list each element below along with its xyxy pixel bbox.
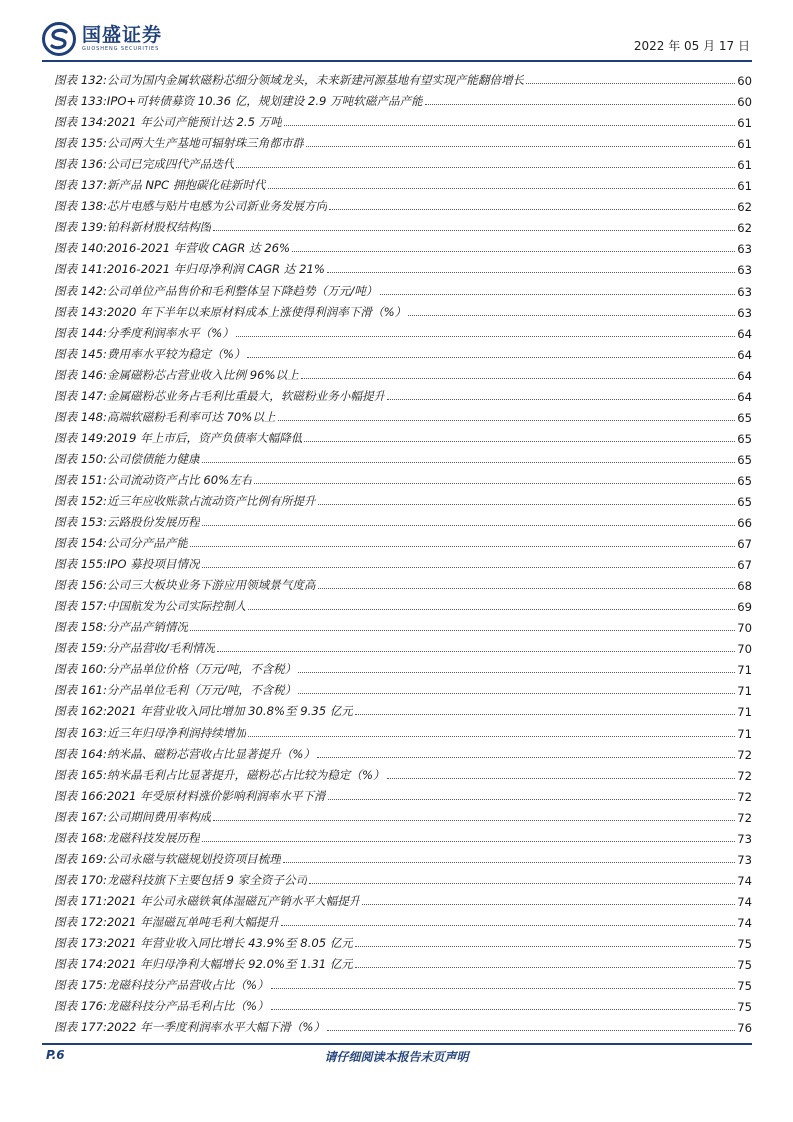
toc-entry-title: 2021 年归母净利大幅增长 92.0%至 1.31 亿元 — [106, 957, 353, 972]
toc-leader-dots — [236, 167, 735, 168]
toc-entry-title: 公司为国内金属软磁粉芯细分领域龙头，未来新建河源基地有望实现产能翻倍增长 — [106, 73, 525, 88]
toc-leader-dots — [327, 272, 735, 273]
toc-leader-dots — [271, 1009, 736, 1010]
toc-leader-dots — [355, 967, 735, 968]
toc-entry-label: 图表 168: — [54, 830, 107, 845]
toc-entry-page: 64 — [737, 326, 752, 341]
figure-index-list — [42, 67, 752, 1035]
toc-entry-title: 金属磁粉芯占营业收入比例 96%以上 — [106, 367, 299, 382]
toc-entry-page: 67 — [737, 537, 752, 552]
toc-leader-dots — [202, 567, 736, 568]
toc-entry-page: 75 — [737, 958, 752, 973]
toc-entry-page: 74 — [737, 894, 752, 909]
toc-entry[interactable] — [42, 509, 752, 530]
logo-chinese-name: 国盛证券 — [82, 24, 163, 46]
toc-entry[interactable] — [42, 67, 752, 88]
toc-leader-dots — [318, 504, 736, 505]
toc-entry-title: 2021 年受原材料涨价影响利润率水平下滑 — [106, 788, 326, 803]
toc-leader-dots — [247, 357, 735, 358]
report-date: 2022 年 05 月 17 日 — [633, 39, 750, 53]
toc-entry-label: 图表 149: — [54, 430, 107, 445]
toc-entry-title: 公司期间费用率构成 — [106, 809, 212, 824]
toc-entry-page: 71 — [737, 663, 752, 678]
toc-entry-page: 61 — [737, 137, 752, 152]
toc-leader-dots — [271, 988, 736, 989]
toc-entry-label: 图表 162: — [54, 704, 107, 719]
toc-leader-dots — [408, 315, 735, 316]
toc-entry[interactable] — [42, 193, 752, 214]
toc-leader-dots — [292, 251, 735, 252]
toc-entry-label: 图表 155: — [54, 557, 107, 572]
toc-entry-label: 图表 165: — [54, 767, 107, 782]
toc-entry-title: 分季度利润率水平（%） — [106, 325, 234, 340]
toc-entry-label: 图表 169: — [54, 851, 107, 866]
toc-entry-label: 图表 141: — [54, 262, 107, 277]
toc-entry[interactable] — [42, 804, 752, 825]
toc-entry-label: 图表 136: — [54, 157, 107, 172]
toc-entry[interactable] — [42, 846, 752, 867]
toc-entry-title: 中国航发为公司实际控制人 — [106, 599, 247, 614]
toc-entry-label: 图表 146: — [54, 367, 107, 382]
toc-entry-label: 图表 156: — [54, 578, 107, 593]
toc-entry-page: 75 — [737, 979, 752, 994]
toc-entry-page: 64 — [737, 368, 752, 383]
toc-entry-title: 公司已完成四代产品迭代 — [106, 157, 235, 172]
toc-entry-label: 图表 135: — [54, 136, 107, 151]
toc-entry-title: 公司流动资产占比 60%左右 — [106, 472, 253, 487]
toc-entry-label: 图表 176: — [54, 999, 107, 1014]
toc-entry-title: 公司永磁与软磁规划投资项目梳理 — [106, 851, 281, 866]
toc-leader-dots — [526, 83, 735, 84]
toc-entry[interactable] — [42, 299, 752, 320]
toc-leader-dots — [217, 651, 735, 652]
toc-leader-dots — [268, 188, 736, 189]
toc-leader-dots — [306, 146, 735, 147]
toc-entry-label: 图表 154: — [54, 536, 107, 551]
toc-entry-title: 分产品单位价格（万元/吨，不含税） — [106, 662, 297, 677]
toc-entry-title: 龙磁科技发展历程 — [106, 830, 200, 845]
toc-leader-dots — [309, 883, 735, 884]
toc-entry-page: 63 — [737, 263, 752, 278]
toc-entry-title: 龙磁科技分产品营收占比（%） — [106, 978, 269, 993]
toc-leader-dots — [327, 1030, 735, 1031]
toc-entry-label: 图表 151: — [54, 472, 107, 487]
toc-leader-dots — [213, 230, 735, 231]
page-number: P.6 — [46, 1048, 65, 1062]
toc-entry[interactable] — [42, 719, 752, 740]
toc-entry-title: 纳米晶毛利占比显著提升，磁粉芯占比较为稳定（%） — [106, 767, 385, 782]
toc-entry-page: 73 — [737, 831, 752, 846]
toc-entry-page: 74 — [737, 915, 752, 930]
toc-entry-page: 61 — [737, 158, 752, 173]
toc-entry-label: 图表 152: — [54, 493, 107, 508]
toc-leader-dots — [380, 294, 736, 295]
toc-entry-title: 2021 年营业收入同比增长 43.9%至 8.05 亿元 — [106, 935, 353, 950]
toc-leader-dots — [355, 946, 735, 947]
toc-entry-page: 65 — [737, 431, 752, 446]
toc-leader-dots — [425, 104, 735, 105]
toc-leader-dots — [355, 714, 735, 715]
toc-entry[interactable] — [42, 614, 752, 635]
toc-entry-label: 图表 164: — [54, 746, 107, 761]
toc-entry-label: 图表 138: — [54, 199, 107, 214]
toc-entry-title: IPO 募投项目情况 — [106, 557, 200, 572]
toc-entry-title: IPO+可转债募资 10.36 亿，规划建设 2.9 万吨软磁产品产能 — [106, 94, 423, 109]
toc-entry[interactable] — [42, 993, 752, 1014]
toc-entry-label: 图表 166: — [54, 788, 107, 803]
toc-entry-page: 71 — [737, 684, 752, 699]
toc-entry-page: 61 — [737, 116, 752, 131]
toc-entry-page: 60 — [737, 74, 752, 89]
toc-entry-title: 龙磁科技旗下主要包括 9 家全资子公司 — [106, 872, 308, 887]
toc-entry-page: 72 — [737, 768, 752, 783]
toc-entry-title: 云路股份发展历程 — [106, 515, 200, 530]
toc-entry[interactable] — [42, 677, 752, 698]
toc-entry-page: 69 — [737, 600, 752, 615]
toc-entry-label: 图表 147: — [54, 388, 107, 403]
toc-entry-title: 2020 年下半年以来原材料成本上涨使得利润率下滑（%） — [106, 304, 407, 319]
toc-leader-dots — [248, 609, 735, 610]
toc-entry[interactable] — [42, 909, 752, 930]
toc-entry-page: 70 — [737, 621, 752, 636]
footer-disclaimer: 请仔细阅读本报告末页声明 — [324, 1050, 469, 1064]
toc-entry-label: 图表 132: — [54, 73, 107, 88]
company-logo — [42, 22, 162, 56]
toc-entry[interactable] — [42, 572, 752, 593]
toc-entry-label: 图表 139: — [54, 220, 107, 235]
toc-entry[interactable] — [42, 256, 752, 277]
toc-leader-dots — [283, 862, 735, 863]
toc-entry[interactable] — [42, 88, 752, 109]
toc-entry-page: 61 — [737, 179, 752, 194]
toc-leader-dots — [298, 672, 735, 673]
toc-entry-title: 2021 年营业收入同比增加 30.8%至 9.35 亿元 — [106, 704, 353, 719]
toc-entry-title: 2022 年一季度利润率水平大幅下滑（%） — [106, 1020, 326, 1035]
header-divider — [42, 60, 752, 62]
toc-entry[interactable] — [42, 551, 752, 572]
toc-entry-title: 2016-2021 年营收 CAGR 达 26% — [106, 241, 291, 256]
toc-entry[interactable] — [42, 783, 752, 804]
toc-leader-dots — [202, 525, 736, 526]
toc-entry-label: 图表 174: — [54, 957, 107, 972]
logo-english-name: GUOSHENG SECURITIES — [82, 46, 160, 52]
toc-entry[interactable] — [42, 383, 752, 404]
toc-entry-title: 费用率水平较为稳定（%） — [106, 346, 246, 361]
toc-entry[interactable] — [42, 446, 752, 467]
toc-entry-title: 公司分产品产能 — [106, 536, 189, 551]
toc-leader-dots — [387, 399, 735, 400]
toc-entry-label: 图表 170: — [54, 872, 107, 887]
toc-entry-label: 图表 133: — [54, 94, 107, 109]
toc-leader-dots — [202, 841, 736, 842]
toc-entry-title: 分产品单位毛利（万元/吨，不含税） — [106, 683, 297, 698]
page-header — [42, 20, 752, 60]
toc-entry-page: 72 — [737, 747, 752, 762]
toc-entry-title: 芯片电感与贴片电感为公司新业务发展方向 — [106, 199, 328, 214]
toc-entry[interactable] — [42, 404, 752, 425]
toc-entry-page: 75 — [737, 936, 752, 951]
toc-entry[interactable] — [42, 235, 752, 256]
toc-entry[interactable] — [42, 151, 752, 172]
toc-entry[interactable] — [42, 762, 752, 783]
toc-leader-dots — [387, 778, 736, 779]
toc-entry-title: 2021 年公司永磁铁氧体湿磁瓦产销水平大幅提升 — [106, 893, 361, 908]
toc-entry-page: 74 — [737, 873, 752, 888]
toc-entry[interactable] — [42, 362, 752, 383]
toc-entry[interactable] — [42, 888, 752, 909]
toc-entry[interactable] — [42, 277, 752, 298]
toc-entry-title: 分产品营收/毛利情况 — [106, 641, 216, 656]
toc-entry-page: 65 — [737, 494, 752, 509]
toc-entry-label: 图表 161: — [54, 683, 107, 698]
toc-entry-label: 图表 177: — [54, 1020, 107, 1035]
toc-entry-label: 图表 145: — [54, 346, 107, 361]
toc-entry-label: 图表 158: — [54, 620, 107, 635]
toc-leader-dots — [298, 693, 735, 694]
toc-entry-label: 图表 172: — [54, 914, 107, 929]
toc-leader-dots — [236, 336, 735, 337]
toc-entry-page: 62 — [737, 200, 752, 215]
toc-entry-title: 2016-2021 年归母净利润 CAGR 达 21% — [106, 262, 325, 277]
toc-leader-dots — [248, 736, 735, 737]
toc-entry-label: 图表 140: — [54, 241, 107, 256]
toc-entry-label: 图表 157: — [54, 599, 107, 614]
toc-leader-dots — [304, 441, 735, 442]
toc-entry[interactable] — [42, 341, 752, 362]
toc-entry-title: 高端软磁粉毛利率可达 70%以上 — [106, 409, 276, 424]
toc-entry[interactable] — [42, 530, 752, 551]
toc-entry-page: 71 — [737, 726, 752, 741]
toc-entry[interactable] — [42, 867, 752, 888]
toc-leader-dots — [329, 209, 735, 210]
toc-entry-page: 68 — [737, 579, 752, 594]
toc-entry-title: 2021 年公司产能预计达 2.5 万吨 — [106, 115, 282, 130]
toc-entry-label: 图表 160: — [54, 662, 107, 677]
toc-entry-title: 2021 年湿磁瓦单吨毛利大幅提升 — [106, 914, 280, 929]
toc-entry-title: 龙磁科技分产品毛利占比（%） — [106, 999, 269, 1014]
toc-leader-dots — [278, 420, 736, 421]
toc-entry[interactable] — [42, 425, 752, 446]
toc-leader-dots — [213, 820, 735, 821]
toc-entry-page: 63 — [737, 242, 752, 257]
toc-entry-page: 60 — [737, 95, 752, 110]
toc-entry-page: 62 — [737, 221, 752, 236]
toc-entry-page: 73 — [737, 852, 752, 867]
toc-entry-label: 图表 153: — [54, 515, 107, 530]
toc-entry-label: 图表 167: — [54, 809, 107, 824]
toc-leader-dots — [190, 630, 735, 631]
toc-entry[interactable] — [42, 972, 752, 993]
toc-entry-title: 2019 年上市后，资产负债率大幅降低 — [106, 430, 303, 445]
toc-entry-page: 70 — [737, 642, 752, 657]
toc-entry[interactable] — [42, 741, 752, 762]
toc-entry-label: 图表 148: — [54, 409, 107, 424]
toc-entry[interactable] — [42, 825, 752, 846]
toc-entry[interactable] — [42, 214, 752, 235]
toc-leader-dots — [317, 757, 735, 758]
toc-entry[interactable] — [42, 109, 752, 130]
toc-entry[interactable] — [42, 930, 752, 951]
toc-entry-page: 72 — [737, 789, 752, 804]
toc-leader-dots — [284, 125, 735, 126]
toc-entry[interactable] — [42, 488, 752, 509]
toc-entry-label: 图表 175: — [54, 978, 107, 993]
toc-entry-page: 67 — [737, 558, 752, 573]
toc-entry[interactable] — [42, 635, 752, 656]
toc-entry-label: 图表 173: — [54, 935, 107, 950]
toc-entry-label: 图表 171: — [54, 893, 107, 908]
toc-entry-page: 65 — [737, 410, 752, 425]
toc-leader-dots — [328, 799, 736, 800]
toc-entry-title: 公司单位产品售价和毛利整体呈下降趋势（万元/吨） — [106, 283, 378, 298]
toc-entry-page: 64 — [737, 347, 752, 362]
toc-leader-dots — [301, 378, 736, 379]
toc-entry[interactable] — [42, 320, 752, 341]
toc-entry-title: 分产品产销情况 — [106, 620, 189, 635]
toc-leader-dots — [281, 925, 735, 926]
toc-entry-label: 图表 144: — [54, 325, 107, 340]
toc-entry-page: 63 — [737, 284, 752, 299]
toc-entry-label: 图表 150: — [54, 451, 107, 466]
toc-entry[interactable] — [42, 593, 752, 614]
toc-entry-label: 图表 163: — [54, 725, 107, 740]
toc-entry-page: 72 — [737, 810, 752, 825]
toc-leader-dots — [202, 462, 736, 463]
toc-leader-dots — [362, 904, 735, 905]
toc-entry[interactable] — [42, 951, 752, 972]
toc-entry[interactable] — [42, 1014, 752, 1035]
toc-entry[interactable] — [42, 172, 752, 193]
toc-entry-page: 63 — [737, 305, 752, 320]
toc-entry-page: 76 — [737, 1021, 752, 1036]
toc-entry[interactable] — [42, 698, 752, 719]
toc-entry[interactable] — [42, 467, 752, 488]
toc-entry[interactable] — [42, 656, 752, 677]
toc-leader-dots — [318, 588, 736, 589]
toc-entry-title: 近三年应收账款占流动资产比例有所提升 — [106, 493, 316, 508]
toc-entry-label: 图表 143: — [54, 304, 107, 319]
toc-entry-page: 71 — [737, 705, 752, 720]
toc-entry-title: 新产品 NPC 拥抱碳化硅新时代 — [106, 178, 266, 193]
toc-leader-dots — [190, 546, 735, 547]
toc-entry-label: 图表 159: — [54, 641, 107, 656]
guosheng-logo-icon — [42, 22, 76, 56]
toc-entry-label: 图表 137: — [54, 178, 107, 193]
toc-entry-title: 公司三大板块业务下游应用领域景气度高 — [106, 578, 316, 593]
toc-entry-label: 图表 142: — [54, 283, 107, 298]
toc-entry-page: 66 — [737, 516, 752, 531]
toc-entry-page: 65 — [737, 473, 752, 488]
toc-entry-page: 65 — [737, 452, 752, 467]
toc-entry-page: 64 — [737, 389, 752, 404]
toc-entry-page: 75 — [737, 1000, 752, 1015]
toc-entry[interactable] — [42, 130, 752, 151]
toc-entry-title: 近三年归母净利润持续增加 — [106, 725, 247, 740]
toc-entry-title: 公司偿债能力健康 — [106, 451, 200, 466]
toc-entry-label: 图表 134: — [54, 115, 107, 130]
toc-entry-title: 纳米晶、磁粉芯营收占比显著提升（%） — [106, 746, 316, 761]
footer-divider — [42, 1043, 752, 1045]
toc-leader-dots — [254, 483, 735, 484]
toc-entry-title: 公司两大生产基地可辐射珠三角都市群 — [106, 136, 305, 151]
toc-entry-title: 铂科新材股权结构图 — [106, 220, 212, 235]
toc-entry-title: 金属磁粉芯业务占毛利比重最大，软磁粉业务小幅提升 — [106, 388, 386, 403]
